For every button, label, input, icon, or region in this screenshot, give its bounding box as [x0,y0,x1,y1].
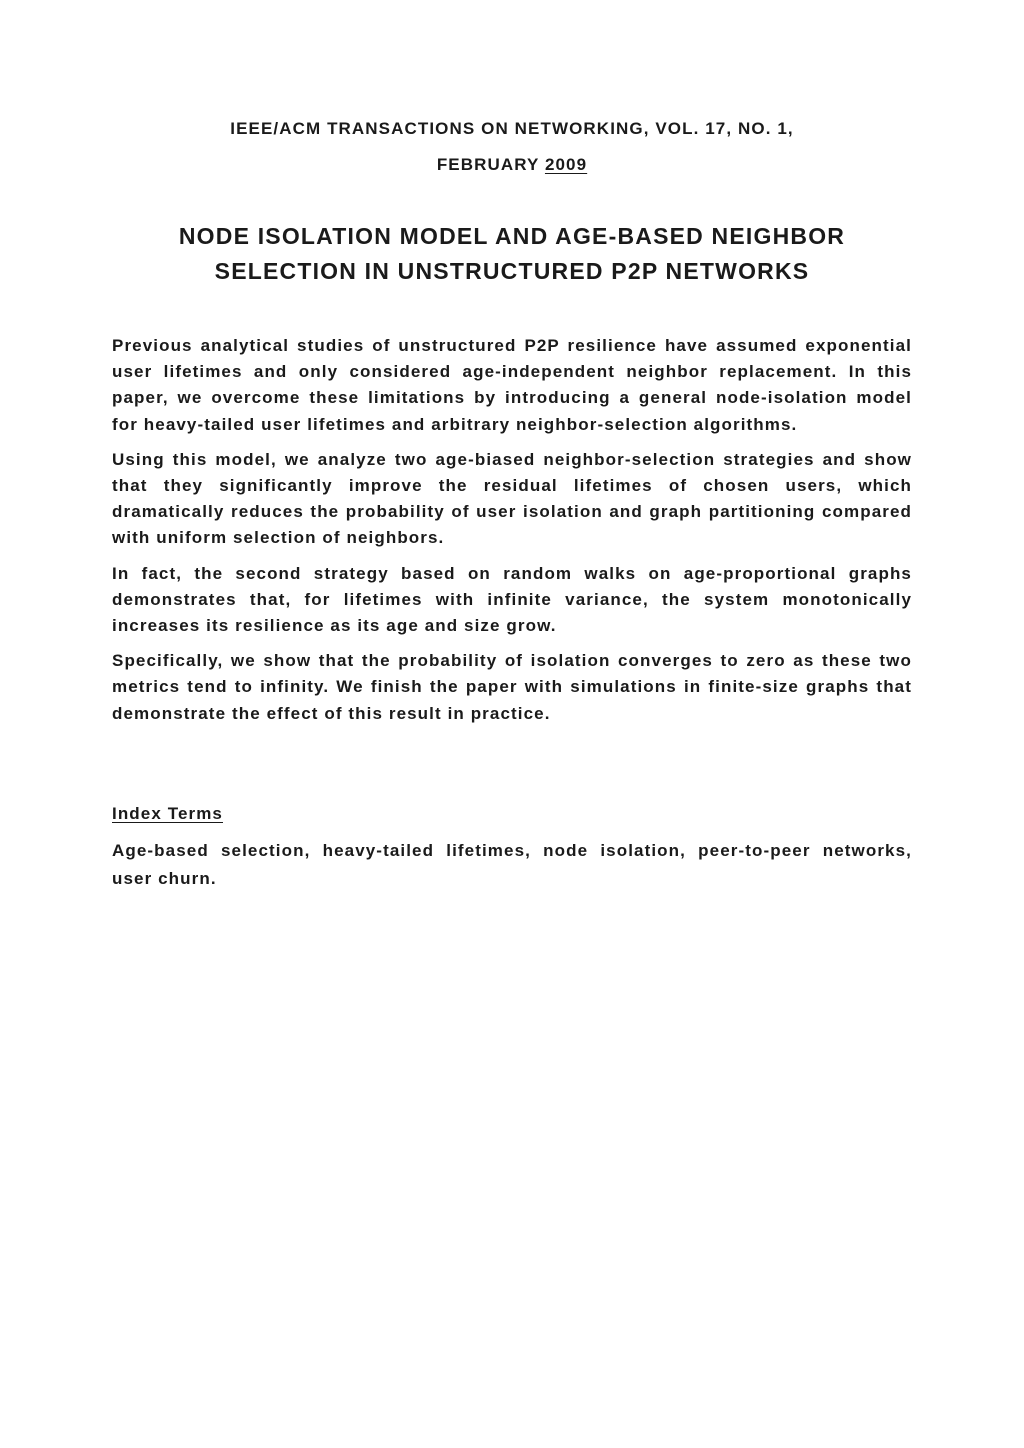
paper-title-line-2: SELECTION IN UNSTRUCTURED P2P NETWORKS [214,258,810,284]
journal-header [112,111,912,183]
journal-year: 2009 [544,155,588,174]
index-terms-heading: Index Terms [112,804,223,823]
journal-name: IEEE/ACM TRANSACTIONS ON NETWORKING, VOL. 17, NO. 1, [230,119,794,138]
paper-title-line-1: NODE ISOLATION MODEL AND AGE-BASED NEIGHBOR [178,223,846,249]
abstract-paragraph-2: Using this model, we analyze two age-biased neighbor-selection strategies and show that they significantly improve the residual lifetimes of chosen users, which dramatically reduces the probability of user isolation and graph partitioning compared with uniform selection of neighbors. [112,449,912,548]
abstract-paragraph-3: In fact, the second strategy based on random walks on age-proportional graphs demonstrates that, for lifetimes with infinite variance, the system monotonically increases its resilience as its age and size grow. [112,563,912,636]
abstract-paragraph-1: Previous analytical studies of unstructured P2P resilience have assumed exponential user lifetimes and only considered age-independent neighbor replacement. In this paper, we overcome these limitations by introducing a general node-isolation model for heavy-tailed user lifetimes and arbitrary neighbor-selection algorithms. [112,336,912,434]
paper-title [112,219,912,289]
abstract [112,333,912,736]
index-terms [112,801,912,893]
index-terms-text: Age-based selection, heavy-tailed lifetimes, node isolation, peer-to-peer networks, user churn. [112,841,912,888]
journal-month: FEBRUARY [436,155,545,174]
journal-date [112,147,912,183]
abstract-paragraph-4: Specifically, we show that the probability of isolation converges to zero as these two metrics tend to infinity. We finish the paper with simulations in finite-size graphs that demonstrate the effect of this result in practice. [112,651,912,723]
